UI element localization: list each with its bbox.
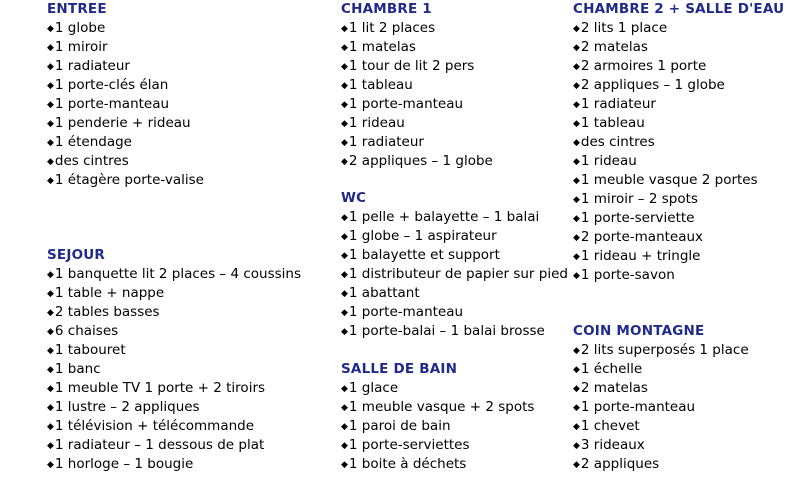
item-list-wc [341,208,568,341]
diamond-bullet-icon: ◆ [47,460,54,470]
diamond-bullet-icon: ◆ [573,119,580,129]
item-list-coin-montagne [573,341,749,474]
diamond-bullet-icon: ◆ [573,100,580,110]
item-list-chambre-2 [573,19,784,285]
diamond-bullet-icon: ◆ [341,232,348,242]
list-item [341,436,534,455]
list-item-text: 1 porte-clés élan [54,77,169,93]
diamond-bullet-icon: ◆ [573,138,580,148]
list-item-text: 1 meuble TV 1 porte + 2 tiroirs [54,380,266,396]
diamond-bullet-icon: ◆ [47,346,54,356]
section-heading-entree: ENTREE [47,1,107,17]
diamond-bullet-icon: ◆ [47,24,54,34]
list-item [341,455,534,474]
list-item-text: 2 tables basses [54,304,160,320]
list-item-text: 1 tour de lit 2 pers [348,58,475,74]
section-heading-chambre-2: CHAMBRE 2 + SALLE D'EAU [573,1,785,17]
list-item [341,398,534,417]
section-wc [341,189,568,341]
list-item-text: 3 rideaux [580,437,645,453]
diamond-bullet-icon: ◆ [341,308,348,318]
diamond-bullet-icon: ◆ [47,270,54,280]
list-item-text: 1 penderie + rideau [54,115,191,131]
list-item [573,171,784,190]
list-item [341,114,493,133]
diamond-bullet-icon: ◆ [573,233,580,243]
list-item [47,95,204,114]
diamond-bullet-icon: ◆ [573,403,580,413]
diamond-bullet-icon: ◆ [341,441,348,451]
list-item-text: 1 porte-balai – 1 balai brosse [348,323,545,339]
diamond-bullet-icon: ◆ [47,441,54,451]
list-item [341,152,493,171]
list-item-text: 1 radiateur [54,58,130,74]
list-item-text: 1 abattant [348,285,420,301]
list-item [573,152,784,171]
list-item [341,417,534,436]
list-item-text: 1 porte-savon [580,267,675,283]
list-item [573,247,784,266]
list-item-text: 1 tableau [580,115,645,131]
list-item [47,322,301,341]
diamond-bullet-icon: ◆ [47,289,54,299]
list-item [47,114,204,133]
diamond-bullet-icon: ◆ [341,327,348,337]
list-item [573,266,784,285]
list-item [573,19,784,38]
list-item [573,379,749,398]
list-item-text: 1 matelas [348,39,416,55]
list-item-text: 1 porte-manteau [348,304,464,320]
diamond-bullet-icon: ◆ [341,403,348,413]
list-item-text: 1 meuble vasque + 2 spots [348,399,535,415]
list-item-text: 1 porte-serviette [580,210,695,226]
list-item-text: des cintres [580,134,655,150]
list-item-text: 1 rideau [348,115,405,131]
diamond-bullet-icon: ◆ [47,100,54,110]
diamond-bullet-icon: ◆ [341,384,348,394]
list-item [573,38,784,57]
list-item-text: 1 radiateur – 1 dessous de plat [54,437,265,453]
item-list-chambre-1 [341,19,493,171]
diamond-bullet-icon: ◆ [47,157,54,167]
list-item-text: 1 télévision + télécommande [54,418,255,434]
diamond-bullet-icon: ◆ [573,422,580,432]
diamond-bullet-icon: ◆ [47,384,54,394]
list-item-text: 1 table + nappe [54,285,165,301]
list-item [341,379,534,398]
diamond-bullet-icon: ◆ [47,308,54,318]
diamond-bullet-icon: ◆ [341,251,348,261]
diamond-bullet-icon: ◆ [573,346,580,356]
list-item-text: 2 armoires 1 porte [580,58,707,74]
list-item-text: 1 rideau [580,153,637,169]
list-item [341,227,568,246]
list-item-text: 1 porte-manteau [580,399,696,415]
section-heading-sejour: SEJOUR [47,247,106,263]
list-item-text: 2 appliques [580,456,660,472]
diamond-bullet-icon: ◆ [341,460,348,470]
diamond-bullet-icon: ◆ [573,24,580,34]
list-item [573,360,749,379]
list-item-text: 1 chevet [580,418,640,434]
list-item-text: 1 porte-serviettes [348,437,470,453]
list-item-text: 1 rideau + tringle [580,248,701,264]
list-item [573,436,749,455]
diamond-bullet-icon: ◆ [573,460,580,470]
section-chambre-1 [341,0,493,171]
diamond-bullet-icon: ◆ [47,81,54,91]
list-item-text: 1 banquette lit 2 places – 4 coussins [54,266,301,282]
list-item [341,265,568,284]
list-item [573,417,749,436]
diamond-bullet-icon: ◆ [47,62,54,72]
list-item [341,95,493,114]
list-item [47,303,301,322]
list-item-text: 1 radiateur [580,96,656,112]
list-item [47,152,204,171]
list-item-text: 1 globe – 1 aspirateur [348,228,497,244]
list-item [341,322,568,341]
list-item-text: 1 globe [54,20,106,36]
list-item-text: 2 matelas [580,380,648,396]
list-item-text: 1 lustre – 2 appliques [54,399,200,415]
list-item [47,436,301,455]
diamond-bullet-icon: ◆ [573,157,580,167]
list-item-text: 1 banc [54,361,101,377]
list-item-text: 1 tabouret [54,342,126,358]
list-item [47,76,204,95]
list-item [341,208,568,227]
list-item [573,209,784,228]
diamond-bullet-icon: ◆ [341,213,348,223]
list-item-text: 2 lits superposés 1 place [580,342,749,358]
list-item [573,95,784,114]
diamond-bullet-icon: ◆ [47,138,54,148]
list-item [47,171,204,190]
list-item-text: 2 lits 1 place [580,20,668,36]
list-item [573,398,749,417]
diamond-bullet-icon: ◆ [573,252,580,262]
list-item-text: 1 miroir – 2 spots [580,191,698,207]
list-item [573,133,784,152]
list-item [573,228,784,247]
diamond-bullet-icon: ◆ [47,327,54,337]
list-item [573,455,749,474]
diamond-bullet-icon: ◆ [573,441,580,451]
list-item [573,190,784,209]
list-item [341,246,568,265]
diamond-bullet-icon: ◆ [341,43,348,53]
diamond-bullet-icon: ◆ [341,24,348,34]
list-item-text: 1 radiateur [348,134,424,150]
list-item [341,57,493,76]
list-item-text: 1 boite à déchets [348,456,467,472]
diamond-bullet-icon: ◆ [47,43,54,53]
diamond-bullet-icon: ◆ [47,119,54,129]
list-item-text: 2 porte-manteaux [580,229,704,245]
list-item [47,284,301,303]
section-heading-wc: WC [341,190,367,206]
section-salle-de-bain [341,360,534,474]
section-chambre-2 [573,0,784,285]
list-item-text: 2 appliques – 1 globe [348,153,493,169]
diamond-bullet-icon: ◆ [341,81,348,91]
section-heading-salle-de-bain: SALLE DE BAIN [341,361,458,377]
list-item [341,284,568,303]
diamond-bullet-icon: ◆ [341,270,348,280]
list-item-text: 1 porte-manteau [348,96,464,112]
diamond-bullet-icon: ◆ [573,195,580,205]
list-item-text: 2 appliques – 1 globe [580,77,725,93]
diamond-bullet-icon: ◆ [341,62,348,72]
list-item [47,360,301,379]
list-item [47,379,301,398]
list-item [573,76,784,95]
diamond-bullet-icon: ◆ [341,157,348,167]
diamond-bullet-icon: ◆ [573,43,580,53]
list-item [47,57,204,76]
section-coin-montagne [573,322,749,474]
diamond-bullet-icon: ◆ [341,422,348,432]
diamond-bullet-icon: ◆ [573,176,580,186]
section-heading-chambre-1: CHAMBRE 1 [341,1,432,17]
diamond-bullet-icon: ◆ [47,403,54,413]
diamond-bullet-icon: ◆ [573,384,580,394]
list-item [47,38,204,57]
list-item-text: 1 étagère porte-valise [54,172,204,188]
list-item-text: 1 paroi de bain [348,418,451,434]
diamond-bullet-icon: ◆ [341,289,348,299]
list-item [341,133,493,152]
diamond-bullet-icon: ◆ [573,365,580,375]
list-item [47,417,301,436]
list-item-text: 1 glace [348,380,399,396]
list-item [47,455,301,474]
list-item-text: 1 porte-manteau [54,96,170,112]
list-item-text: 1 horloge – 1 bougie [54,456,194,472]
list-item [573,57,784,76]
list-item-text: 1 pelle + balayette – 1 balai [348,209,540,225]
section-entree [47,0,204,190]
diamond-bullet-icon: ◆ [47,422,54,432]
list-item-text: 1 distributeur de papier sur pied [348,266,568,282]
list-item [47,398,301,417]
list-item [341,19,493,38]
list-item-text: 6 chaises [54,323,119,339]
diamond-bullet-icon: ◆ [573,81,580,91]
list-item-text: 1 balayette et support [348,247,500,263]
list-item-text: 1 échelle [580,361,643,377]
list-item [573,114,784,133]
item-list-sejour [47,265,301,474]
list-item [573,341,749,360]
list-item [341,38,493,57]
diamond-bullet-icon: ◆ [341,119,348,129]
diamond-bullet-icon: ◆ [573,214,580,224]
list-item-text: 2 matelas [580,39,648,55]
diamond-bullet-icon: ◆ [341,138,348,148]
list-item [47,341,301,360]
list-item-text: 1 étendage [54,134,132,150]
list-item [47,19,204,38]
item-list-entree [47,19,204,190]
list-item-text: 1 meuble vasque 2 portes [580,172,758,188]
list-item [341,303,568,322]
diamond-bullet-icon: ◆ [47,176,54,186]
list-item-text: des cintres [54,153,129,169]
list-item [47,133,204,152]
diamond-bullet-icon: ◆ [47,365,54,375]
list-item-text: 1 tableau [348,77,413,93]
list-item-text: 1 lit 2 places [348,20,436,36]
list-item [341,76,493,95]
item-list-salle-de-bain [341,379,534,474]
list-item [47,265,301,284]
section-sejour [47,246,301,474]
section-heading-coin-montagne: COIN MONTAGNE [573,323,705,339]
diamond-bullet-icon: ◆ [573,62,580,72]
diamond-bullet-icon: ◆ [573,271,580,281]
diamond-bullet-icon: ◆ [341,100,348,110]
list-item-text: 1 miroir [54,39,108,55]
